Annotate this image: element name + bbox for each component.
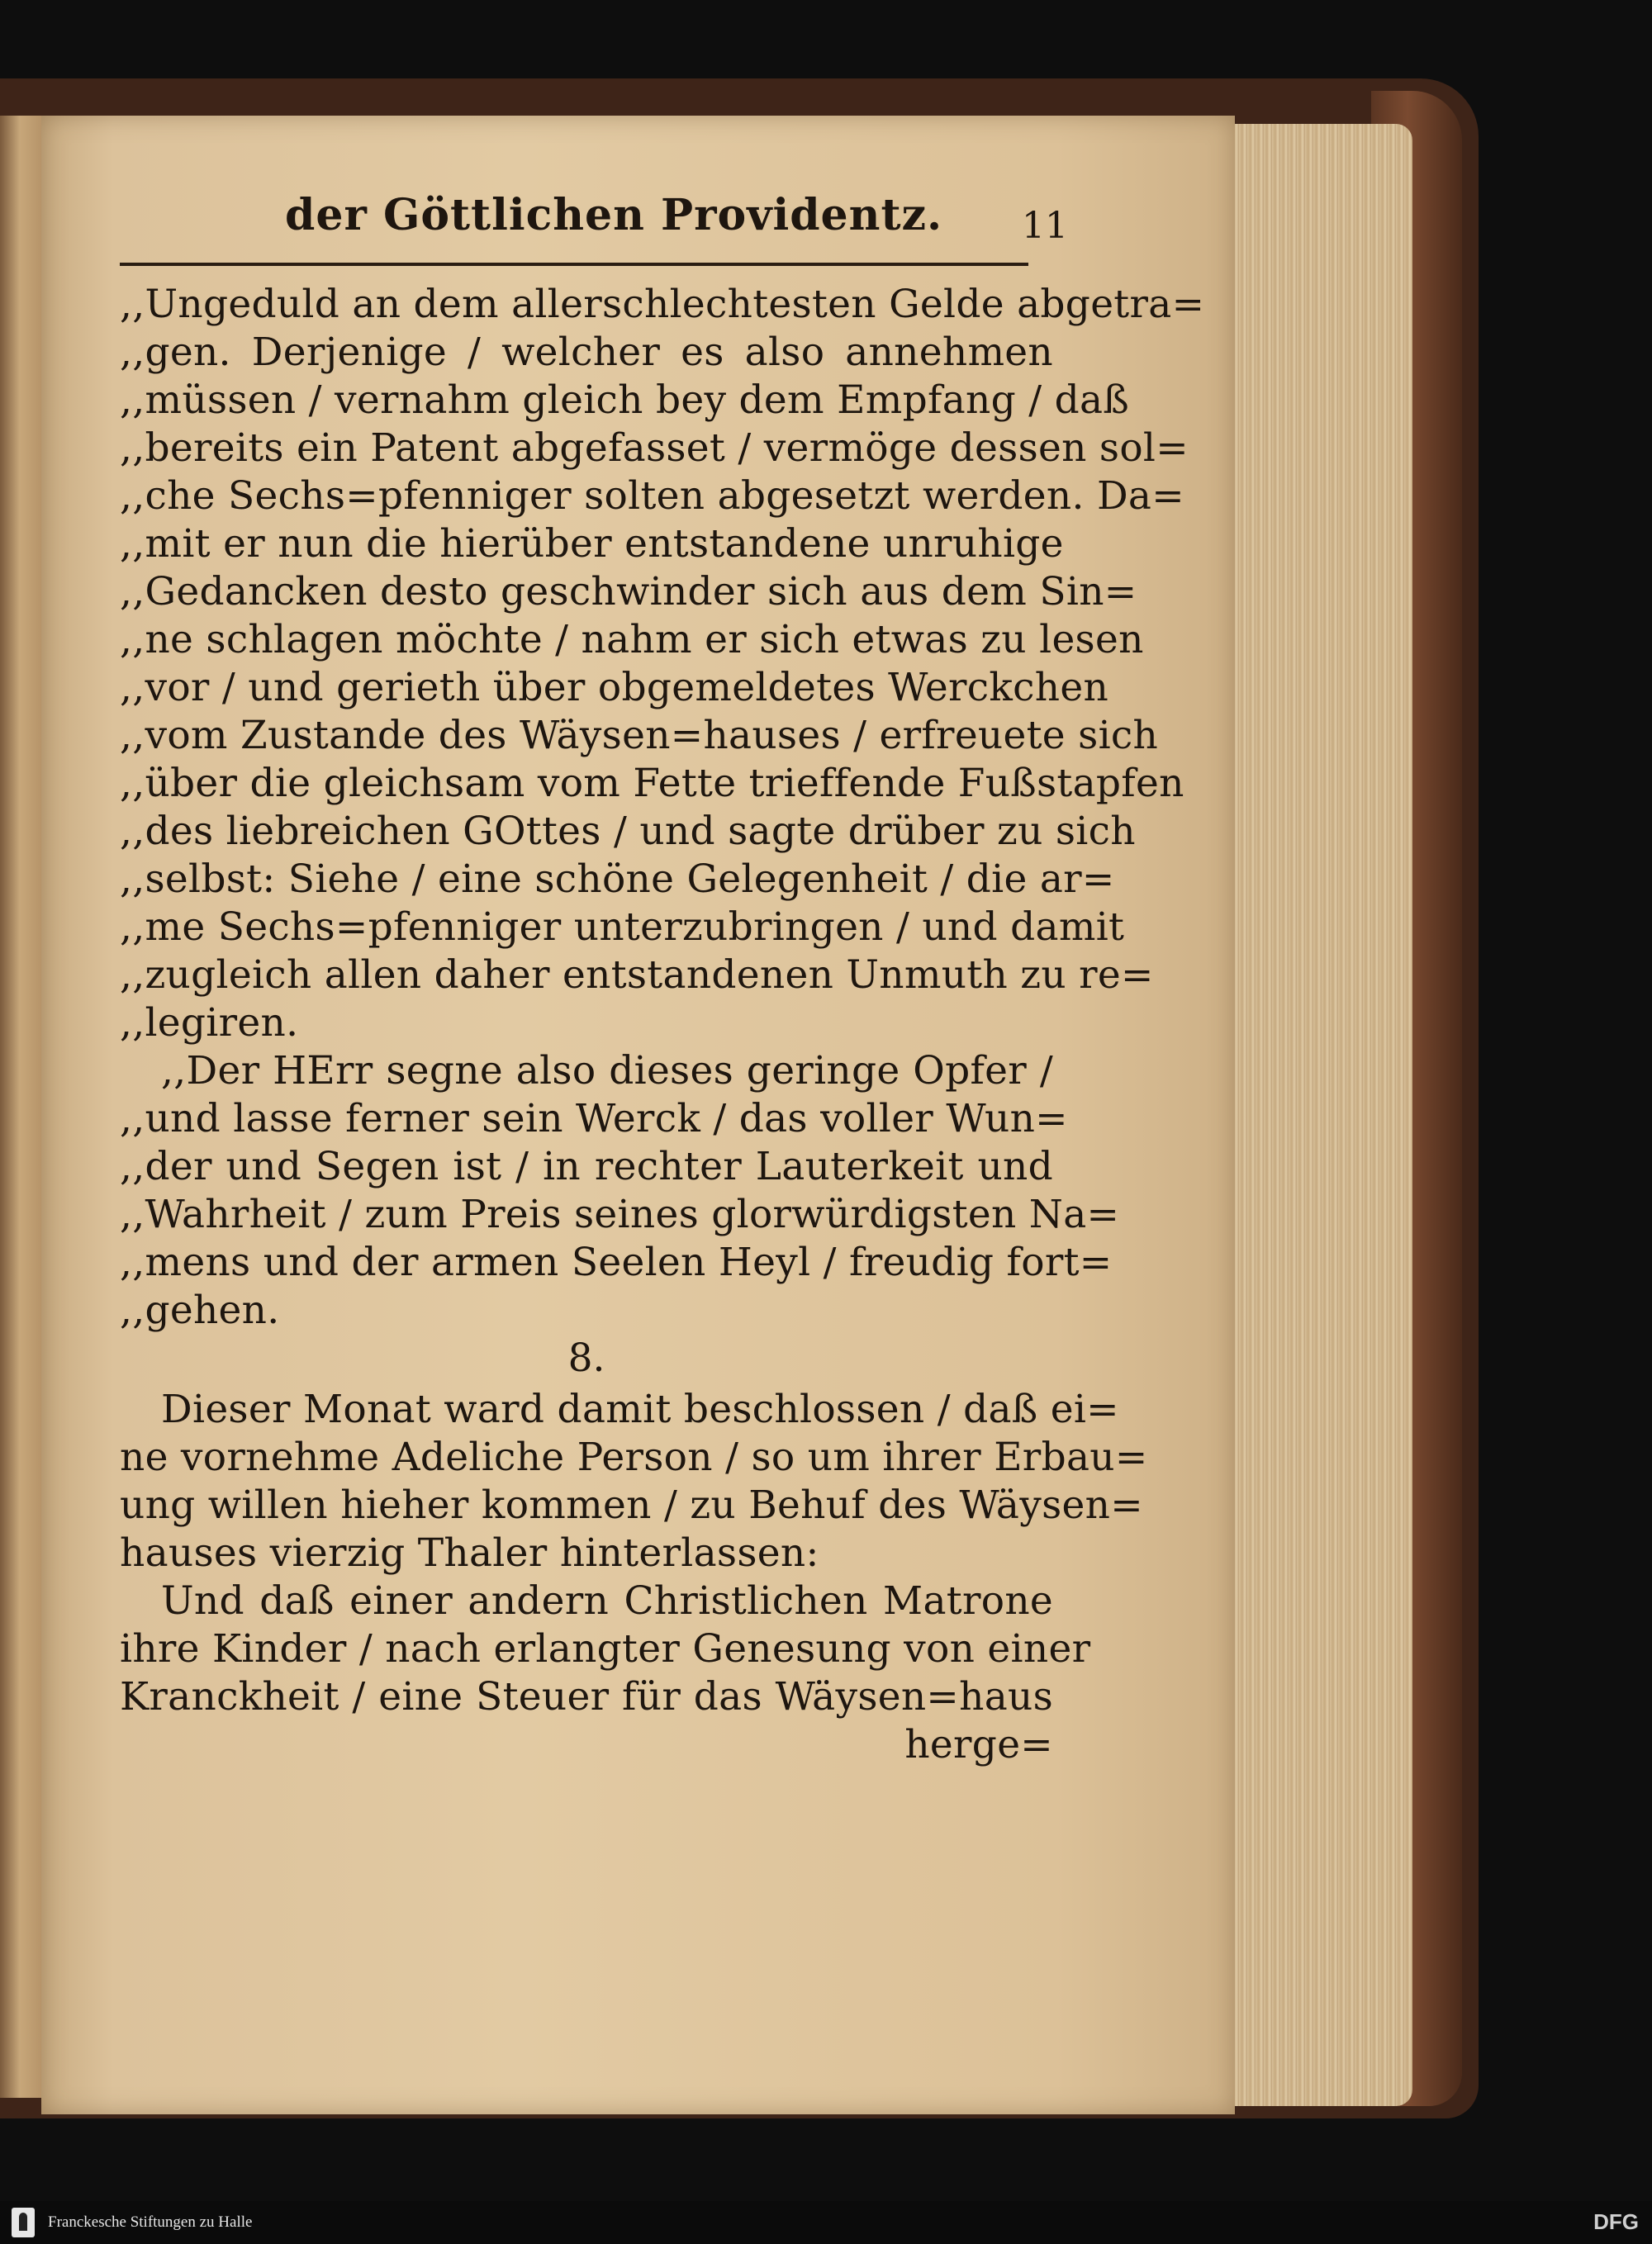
text-line: ,,mens und der armen Seelen Heyl / freudig fort= [120, 1240, 1113, 1285]
text-line: ,,che Sechs=pfenniger solten abgesetzt werden. Da= [120, 473, 1184, 519]
text-line: ,,vom Zustande des Wäysen=hauses / erfreuete sich [120, 713, 1159, 758]
page-text [120, 190, 1205, 1769]
viewer-footer [0, 2201, 1652, 2244]
running-header [120, 190, 1068, 256]
text-line: hauses vierzig Thaler hinterlassen: [120, 1530, 819, 1576]
text-line: ,,legiren. [120, 1000, 299, 1046]
text-line: ,,zugleich allen daher entstandenen Unmuth zu re= [120, 952, 1154, 998]
text-line: ,,und lasse ferner sein Werck / das voller Wun= [120, 1096, 1068, 1141]
catchword: herge= [904, 1722, 1053, 1767]
text-line: Und daß einer andern Christlichen Matrone [161, 1578, 1053, 1624]
text-line: ,,Ungeduld an dem allerschlechtesten Gelde abgetra= [120, 282, 1205, 327]
text-line: ,,über die gleichsam vom Fette trieffende Fußstapfen [120, 761, 1184, 806]
text-line: ung willen hieher kommen / zu Behuf des Wäysen= [120, 1483, 1143, 1528]
text-line: ,,der und Segen ist / in rechter Lauterkeit und [120, 1144, 1053, 1189]
text-line: ,,müssen / vernahm gleich bey dem Empfang / daß [120, 377, 1130, 423]
institution-name: Franckesche Stiftungen zu Halle [48, 2213, 253, 2231]
text-line: ne vornehme Adeliche Person / so um ihrer Erbau= [120, 1435, 1148, 1480]
text-line: ,,bereits ein Patent abgefasset / vermöge dessen sol= [120, 425, 1189, 471]
running-title: der Göttlichen Providentz. [285, 190, 943, 240]
dfg-logo: DFG [1593, 2209, 1639, 2234]
text-line: ,,gehen. [120, 1288, 280, 1333]
text-line: ,,mit er nun die hierüber entstandene unruhige [120, 521, 1064, 567]
page-number: 11 [1022, 205, 1068, 247]
page-stack-edge [1222, 124, 1412, 2106]
institution-logo-icon [12, 2208, 35, 2237]
text-line: ,,vor / und gerieth über obgemeldetes Werckchen [120, 665, 1109, 710]
header-rule [120, 263, 1028, 266]
text-line: Kranckheit / eine Steuer für das Wäysen=haus [120, 1674, 1053, 1720]
text-line: ,,me Sechs=pfenniger unterzubringen / und damit [120, 904, 1125, 950]
text-line: ,,gen. Derjenige / welcher es also annehmen [120, 330, 1053, 375]
text-line: ,,Der HErr segne also dieses geringe Opfer / [161, 1048, 1053, 1094]
text-line: ,,Wahrheit / zum Preis seines glorwürdigsten Na= [120, 1192, 1120, 1237]
section-number: 8. [567, 1335, 605, 1381]
text-line: ,,ne schlagen möchte / nahm er sich etwas zu lesen [120, 617, 1144, 662]
text-line: ,,des liebreichen GOttes / und sagte drüber zu sich [120, 809, 1136, 854]
text-line: ,,Gedancken desto geschwinder sich aus dem Sin= [120, 569, 1137, 614]
text-line: ihre Kinder / nach erlangter Genesung von einer [120, 1626, 1091, 1672]
text-line: Dieser Monat ward damit beschlossen / daß ei= [161, 1387, 1119, 1432]
text-line: ,,selbst: Siehe / eine schöne Gelegenheit / die ar= [120, 856, 1115, 902]
